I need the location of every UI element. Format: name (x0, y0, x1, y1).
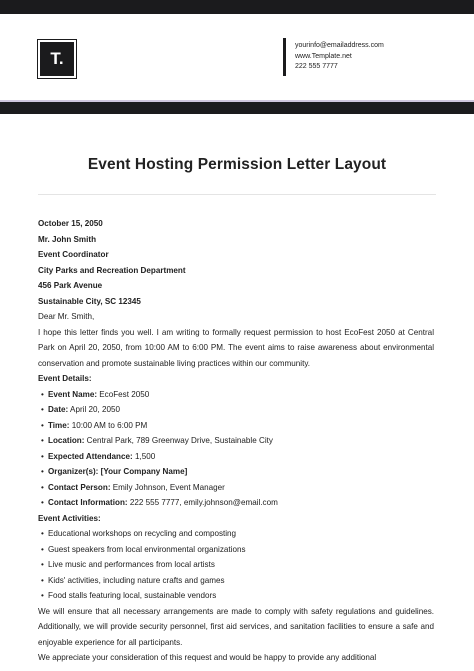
contact-phone: 222 555 7777 (295, 63, 338, 70)
recipient-department: City Parks and Recreation Department (38, 265, 186, 275)
list-item (48, 402, 434, 418)
detail-label: Time: (48, 420, 70, 430)
list-item (48, 418, 434, 434)
list-item (48, 464, 434, 480)
header-divider (283, 38, 286, 76)
detail-label: Location: (48, 436, 85, 445)
letterhead (0, 14, 474, 101)
contact-email[interactable]: yourinfo@emailaddress.com (295, 42, 384, 49)
detail-value: April 20, 2050 (68, 405, 120, 414)
list-item: • Food stalls featuring local, sustainable vendors (48, 588, 434, 604)
title-divider (38, 194, 436, 195)
detail-label: Expected Attendance: (48, 451, 133, 461)
list-item: • Kids' activities, including nature crafts and games (48, 573, 434, 589)
detail-label: Organizer(s): [Your Company Name] (48, 467, 188, 476)
detail-value: Central Park, 789 Greenway Drive, Sustainable City (84, 436, 273, 445)
detail-value: 1,500 (132, 451, 156, 461)
list-item: • Guest speakers from local environmental organizations (48, 542, 434, 558)
closing-paragraph: We appreciate your consideration of this request and would be happy to provide any additional (38, 653, 377, 662)
activities-heading: Event Activities: (38, 513, 101, 523)
header-dark-band (0, 102, 474, 114)
list-item: • Live music and performances from local artists (48, 557, 434, 573)
letter-date: October 15, 2050 (38, 219, 103, 228)
detail-value: Emily Johnson, Event Manager (110, 482, 225, 492)
arrangements-paragraph: We will ensure that all necessary arrangements are made to comply with safety regulations and guidelines. Additionally, we will provide security personnel, first aid services, and sanitation facilities to ensure a safe and enjoyable experience for all participants. (38, 606, 434, 647)
list-item: • Educational workshops on recycling and composting (48, 526, 434, 542)
list-item (48, 387, 434, 403)
recipient-title: Event Coordinator (38, 250, 109, 259)
details-list (38, 387, 434, 511)
list-item (48, 480, 434, 496)
detail-label: Event Name: (48, 389, 98, 399)
detail-value: 222 555 7777, emily.johnson@email.com (127, 498, 278, 507)
activities-list (38, 526, 434, 604)
contact-website[interactable]: www.Template.net (295, 52, 352, 60)
details-heading: Event Details: (38, 374, 92, 383)
detail-label: Date: (48, 405, 69, 414)
list-item (48, 433, 434, 449)
contact-block (295, 41, 384, 73)
salutation: Dear Mr. Smith, (38, 312, 95, 321)
recipient-city: Sustainable City, SC 12345 (38, 296, 141, 306)
detail-value: 10:00 AM to 6:00 PM (69, 420, 148, 430)
page-title: Event Hosting Permission Letter Layout (87, 156, 387, 173)
letter-body (38, 216, 434, 666)
intro-paragraph: I hope this letter finds you well. I am writing to formally request permission to host EcoFest 2050 at Central Park on April 20, 2050, from 10:00 AM to 6:00 PM. The event aims to raise awareness about environmental conservation and promote sustainable living practices within our community. (38, 327, 434, 368)
top-dark-band (0, 0, 474, 14)
detail-label: Contact Information: (48, 498, 128, 507)
detail-label: Contact Person: (48, 482, 111, 492)
logo: T. (38, 40, 76, 78)
recipient-street: 456 Park Avenue (38, 281, 103, 290)
list-item (48, 495, 434, 511)
list-item (48, 449, 434, 465)
detail-value: EcoFest 2050 (97, 389, 150, 399)
recipient-name: Mr. John Smith (38, 234, 97, 244)
